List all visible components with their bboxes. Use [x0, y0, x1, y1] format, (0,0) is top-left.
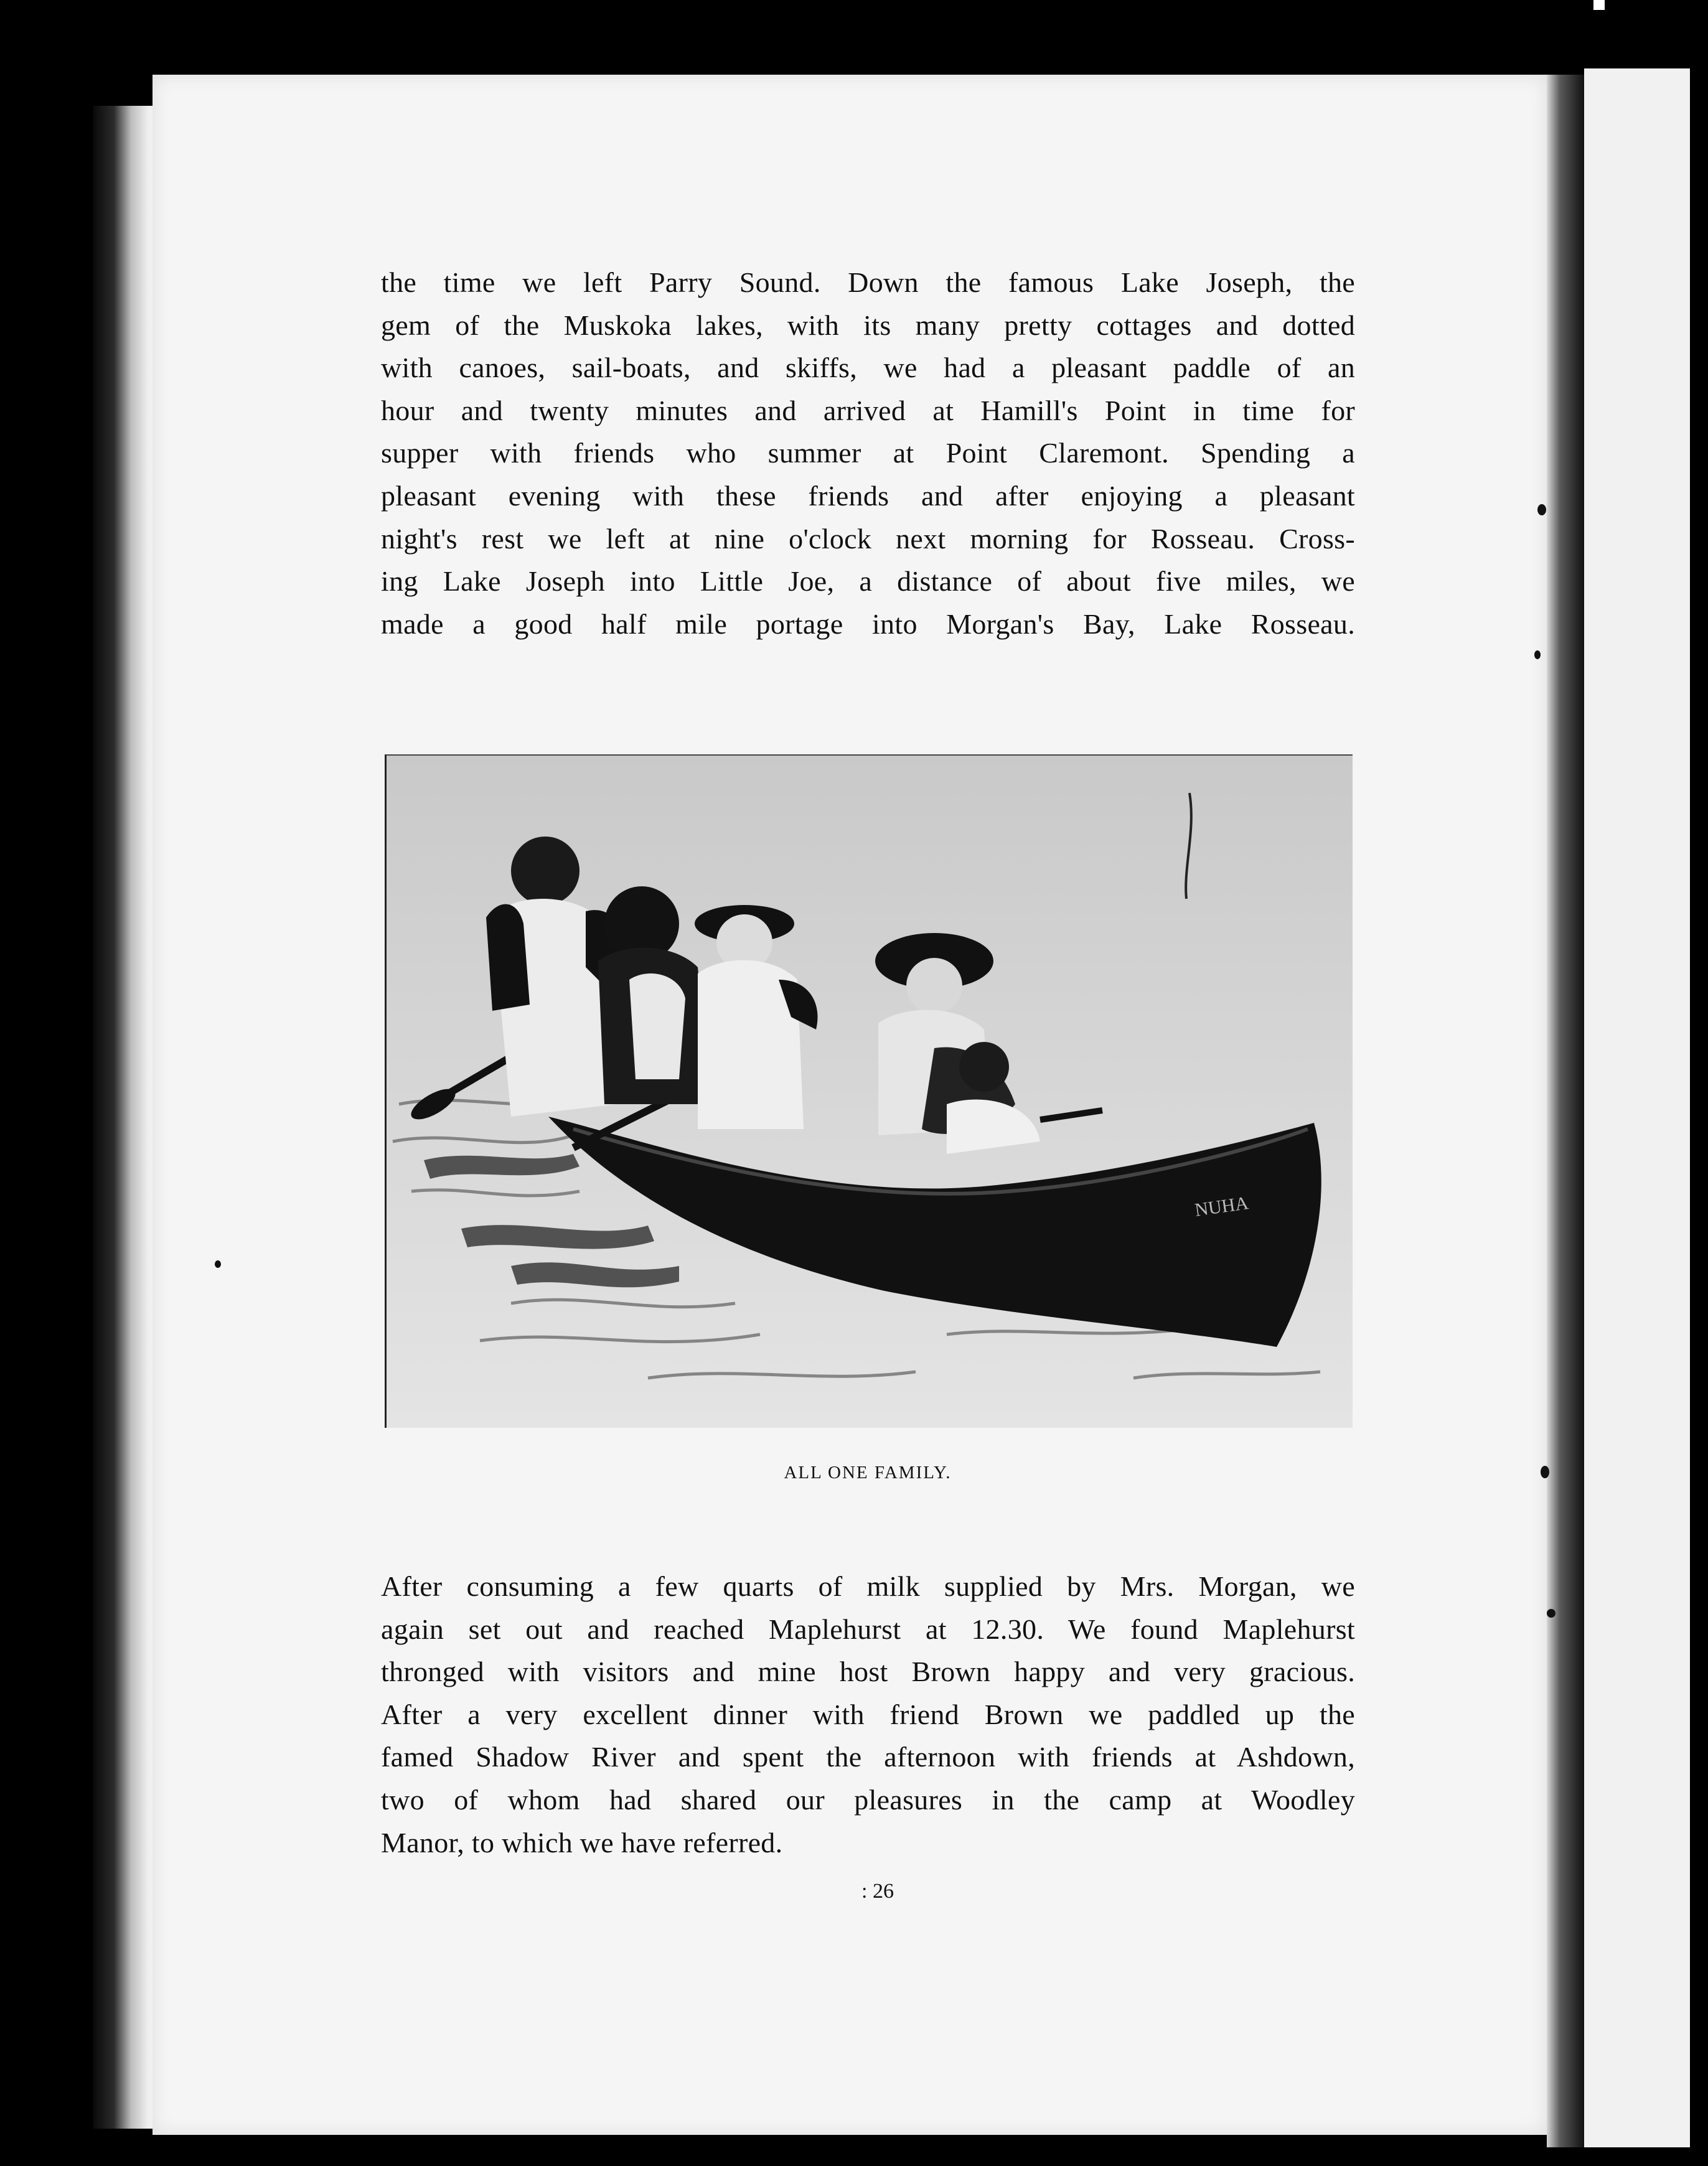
text-line: thronged with visitors and mine host Brown happy and very gracious.: [381, 1656, 1355, 1688]
canoe-illustration-drawing: [387, 756, 1353, 1428]
text-line: night's rest we left at nine o'clock next morning for Rosseau. Cross-: [381, 522, 1355, 555]
text-line: with canoes, sail-boats, and skiffs, we had a pleasant paddle of an: [381, 352, 1355, 384]
ink-speck: [1541, 1466, 1549, 1478]
illustration-caption: ALL ONE FAMILY.: [784, 1463, 952, 1483]
ink-speck: [215, 1260, 221, 1268]
text-line: pleasant evening with these friends and after enjoying a pleasant: [381, 479, 1355, 512]
text-line: ing Lake Joseph into Little Joe, a distance of about five miles, we: [381, 565, 1355, 598]
scan-mark: [1593, 0, 1605, 10]
text-line: famed Shadow River and spent the afternoon with friends at Ashdown,: [381, 1741, 1355, 1773]
text-line: two of whom had shared our pleasures in the camp at Woodley: [381, 1783, 1355, 1816]
text-line: hour and twenty minutes and arrived at Hamill's Point in time for: [381, 394, 1355, 426]
text-line: After consuming a few quarts of milk supplied by Mrs. Morgan, we: [381, 1570, 1355, 1602]
paragraph-bottom: [381, 1565, 1355, 1864]
ink-speck: [1537, 504, 1546, 515]
paragraph-top: [381, 261, 1355, 645]
adjacent-page-edge: [1584, 68, 1690, 2147]
canoe-illustration: [385, 754, 1353, 1428]
text-line: made a good half mile portage into Morgan's Bay, Lake Rosseau.: [381, 607, 1355, 640]
canoe-lettering: NUHA: [1193, 1193, 1250, 1221]
text-line: gem of the Muskoka lakes, with its many pretty cottages and dotted: [381, 309, 1355, 341]
book-left-edge: [93, 106, 162, 2129]
book-gutter: [1547, 75, 1584, 2147]
page-number: : 26: [861, 1880, 894, 1903]
text-line: supper with friends who summer at Point Claremont. Spending a: [381, 437, 1355, 469]
text-line: Manor, to which we have referred.: [381, 1826, 783, 1859]
ink-speck: [1534, 650, 1541, 659]
text-line: the time we left Parry Sound. Down the famous Lake Joseph, the: [381, 266, 1355, 298]
text-line: After a very excellent dinner with friend Brown we paddled up the: [381, 1698, 1355, 1730]
ink-speck: [1547, 1609, 1556, 1618]
text-line: again set out and reached Maplehurst at 12.30. We found Maplehurst: [381, 1613, 1355, 1645]
